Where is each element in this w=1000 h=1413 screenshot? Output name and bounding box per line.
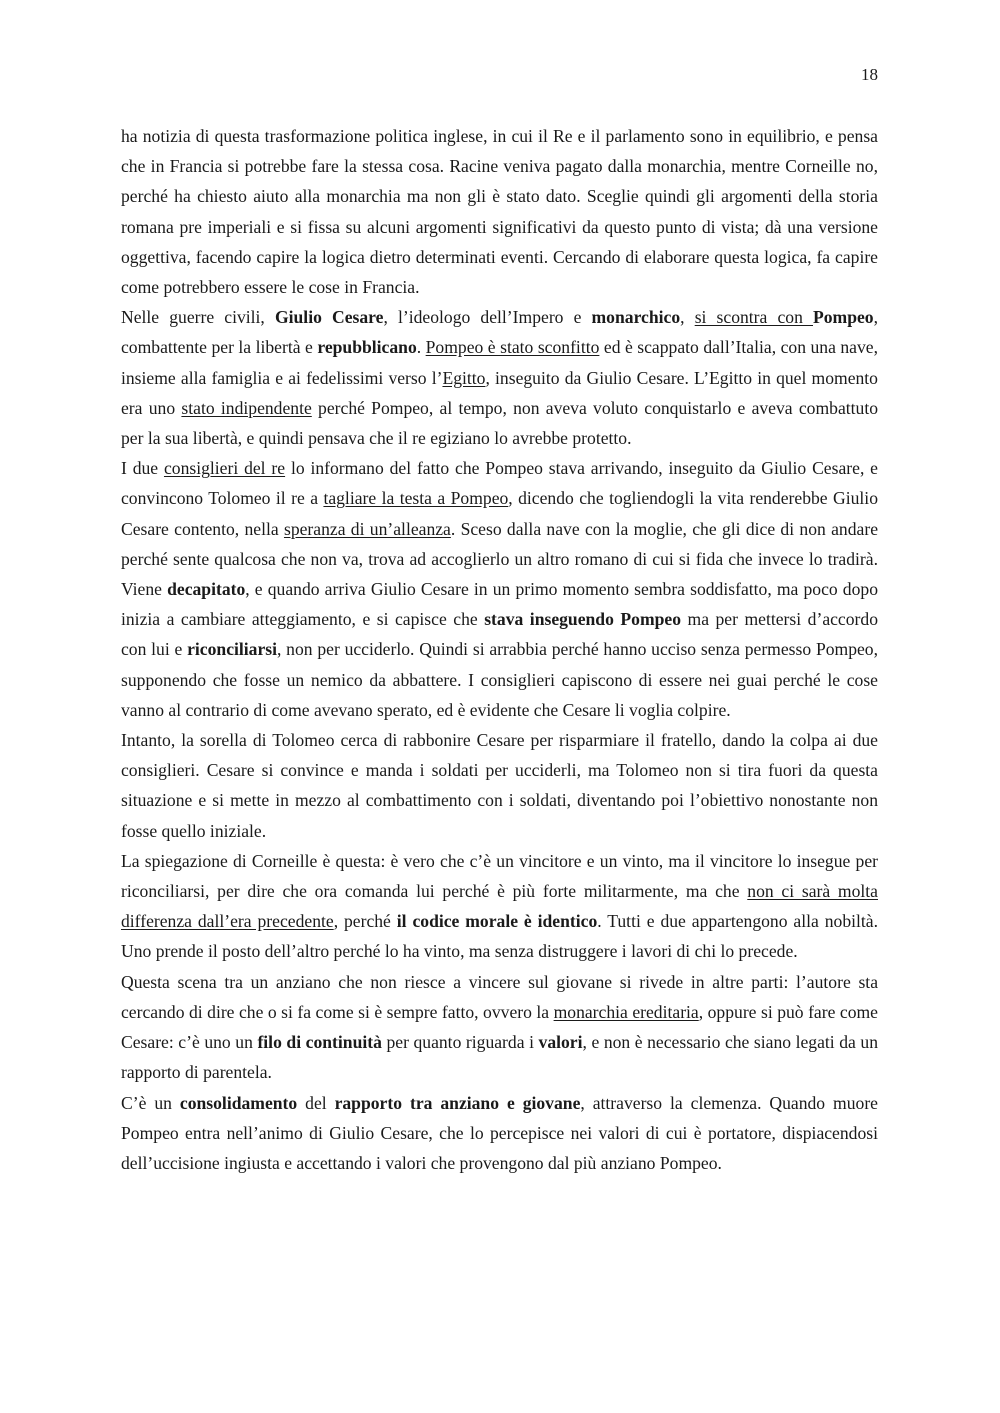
bold-text: Pompeo xyxy=(813,307,874,328)
text-run: , e non è necessario che siano legati da un rapporto di parentela. xyxy=(121,1032,878,1083)
underlined-text: stato indipendente xyxy=(181,397,312,418)
text-run: perché Pompeo, al tempo, non aveva voluto conquistarlo e aveva combattuto per la sua libertà, e quindi pensava che il re egiziano lo avrebbe protetto. xyxy=(121,397,879,449)
underlined-text: Egitto xyxy=(442,367,486,388)
text-run: , non per ucciderlo. Quindi si arrabbia perché hanno ucciso senza permesso Pompeo, supponendo che fosse un nemico da abbattere. I consiglieri capiscono di essere nei guai perché le cose vanno al contrario di come avevano sperato, ed è evidente che Cesare li voglia colpire. xyxy=(121,639,879,720)
text-run: , dicendo che togliendogli la vita renderebbe Giulio Cesare contento, nella xyxy=(121,488,878,539)
paragraph xyxy=(121,725,878,846)
text-run: ha notizia di questa trasformazione politica inglese, in cui il Re e il parlamento sono in equilibrio, e pensa che in Francia si potrebbe fare la stessa cosa. Racine veniva pagato dalla monarchia, mentre Corneille no, perché ha chiesto aiuto alla monarchia ma non gli è stato dato. Sceglie quindi gli argomenti della storia romana pre imperiali e si fissa su alcuni argomenti significativi da questo punto di vista; dà una versione oggettiva, facendo capire la logica dietro determinati eventi. Cercando di elaborare questa logica, fa capire come potrebbero essere le cose in Francia. xyxy=(121,126,878,298)
text-run: per quanto riguarda i xyxy=(381,1032,539,1053)
paragraph xyxy=(121,453,878,725)
text-run: . Sceso dalla nave con la moglie, che gli dice di non andare perché sente qualcosa che non va, trova ad accoglierlo un altro romano di cui si fida che invece lo tradirà. Viene xyxy=(121,518,878,600)
underlined-text: tagliare la testa a Pompeo xyxy=(323,488,509,509)
bold-text: riconciliarsi xyxy=(187,639,278,660)
text-run: lo informano del fatto che Pompeo stava arrivando, inseguito da Giulio Cesare, e convincono Tolomeo il re a xyxy=(121,458,878,509)
bold-text: consolidamento xyxy=(179,1092,298,1113)
text-run: , attraverso la clemenza. Quando muore Pompeo entra nell’animo di Giulio Cesare, che lo percepisce nei valori di cui è portatore, dispiacendosi dell’uccisione ingiusta e accettando i valori che provengono dal più anziano Pompeo. xyxy=(121,1092,878,1173)
underlined-text: si scontra con xyxy=(694,307,813,328)
text-run: , xyxy=(680,307,695,328)
text-run: I due xyxy=(121,458,164,479)
page-number: 18 xyxy=(861,65,878,84)
underlined-text: Pompeo è stato sconfitto xyxy=(425,337,600,358)
text-run: ed è scappato dall’Italia, con una nave, insieme alla famiglia e ai fedelissimi verso l’ xyxy=(121,337,878,388)
paragraph xyxy=(121,302,878,453)
underlined-text: monarchia ereditaria xyxy=(553,1001,699,1022)
text-run: , l’ideologo dell’Impero e xyxy=(383,307,592,328)
bold-text: monarchico xyxy=(591,307,681,328)
text-run: . xyxy=(416,337,426,358)
text-run: , oppure si può fare come Cesare: c’è uno un xyxy=(121,1001,878,1053)
paragraph xyxy=(121,121,878,302)
paragraph xyxy=(121,967,878,1088)
bold-text: stava inseguendo Pompeo xyxy=(484,609,681,630)
bold-text: filo di continuità xyxy=(257,1032,382,1053)
underlined-text: speranza di un’alleanza xyxy=(283,518,451,539)
bold-text: repubblicano xyxy=(317,337,417,358)
text-run: . Tutti e due appartengono alla nobiltà. Uno prende il posto dell’altro perché lo ha vinto, ma senza distruggere i lavori di chi lo precede. xyxy=(121,911,878,962)
text-run: del xyxy=(297,1092,335,1113)
bold-text: decapitato xyxy=(167,579,246,600)
text-run: C’è un xyxy=(121,1092,180,1113)
bold-text: rapporto tra anziano e giovane xyxy=(334,1092,581,1113)
underlined-text: non ci sarà molta differenza dall’era precedente xyxy=(121,881,878,932)
text-run: Intanto, la sorella di Tolomeo cerca di rabbonire Cesare per risparmiare il fratello, dando la colpa ai due consiglieri. Cesare si convince e manda i soldati per ucciderli, ma Tolomeo non si tira fuori da questa situazione e si mette in mezzo al combattimento con i soldati, diventando poi l’obiettivo nonostante non fosse quello iniziale. xyxy=(121,730,878,841)
text-run: La spiegazione di Corneille è questa: è vero che c’è un vincitore e un vinto, ma il vincitore lo insegue per riconciliarsi, per dire che ora comanda lui perché è più forte militarmente, ma che xyxy=(121,850,878,902)
bold-text: valori xyxy=(538,1032,583,1053)
text-run: Questa scena tra un anziano che non riesce a vincere sul giovane si rivede in altre parti: l’autore sta cercando di dire che o si fa come si è sempre fatto, ovvero la xyxy=(121,971,878,1022)
text-run: , perché xyxy=(333,911,397,932)
text-run: , combattente per la libertà e xyxy=(121,307,878,358)
bold-text: il codice morale è identico xyxy=(396,911,598,932)
text-run: , e quando arriva Giulio Cesare in un primo momento sembra soddisfatto, ma poco dopo inizia a cambiare atteggiamento, e si capisce che xyxy=(121,579,878,630)
bold-text: Giulio Cesare xyxy=(274,307,384,328)
underlined-text: consiglieri del re xyxy=(163,458,286,479)
text-run: , inseguito da Giulio Cesare. L’Egitto in quel momento era uno xyxy=(121,367,878,418)
paragraph xyxy=(121,1088,878,1179)
text-run: Nelle guerre civili, xyxy=(121,307,275,328)
body-text xyxy=(121,121,878,1178)
paragraph xyxy=(121,846,878,967)
text-run: ma per mettersi d’accordo con lui e xyxy=(121,609,878,660)
